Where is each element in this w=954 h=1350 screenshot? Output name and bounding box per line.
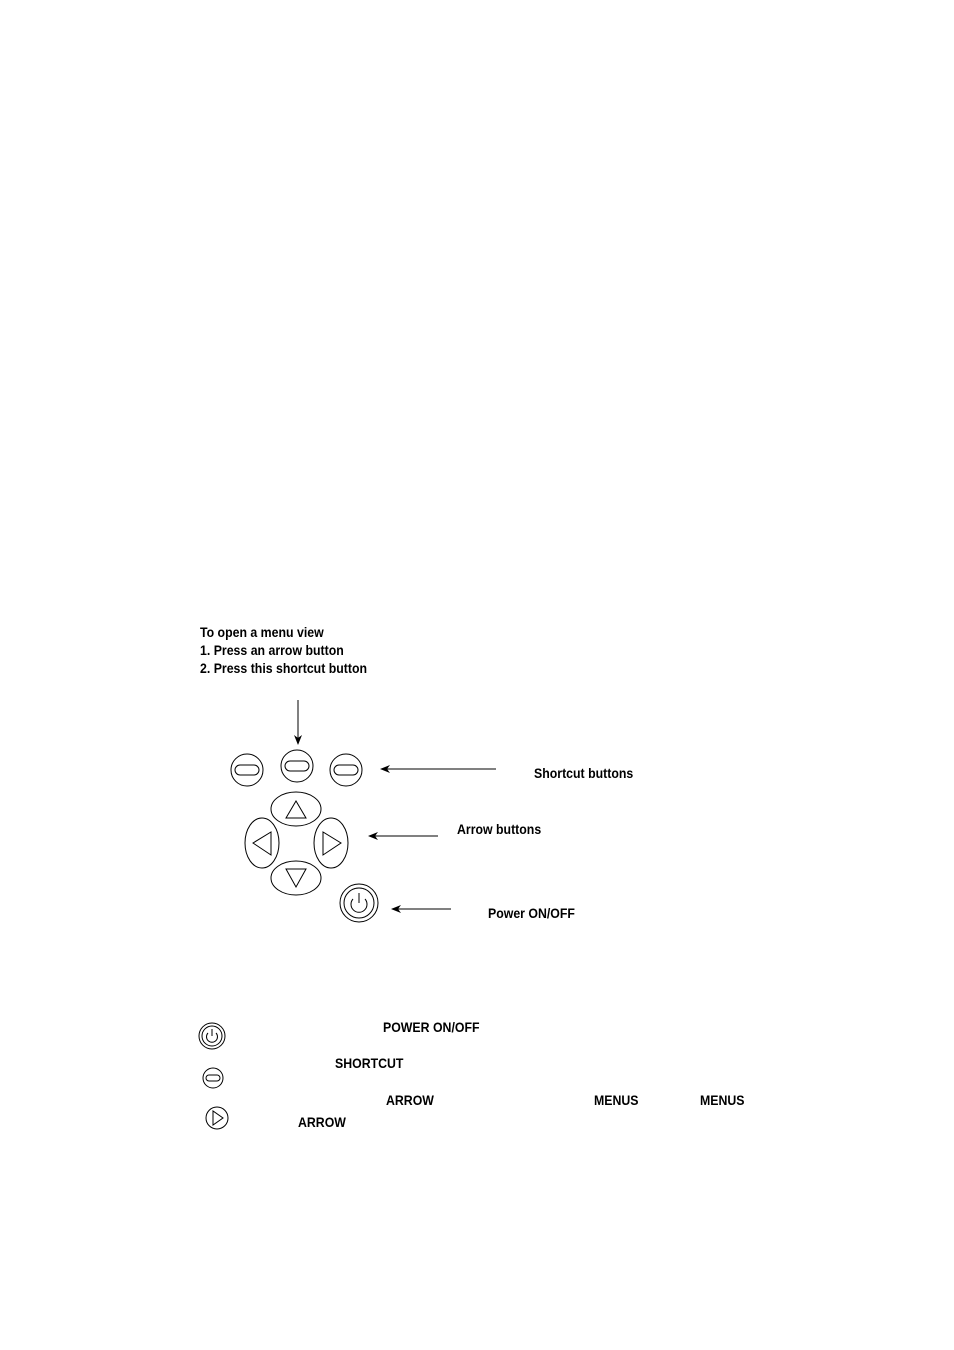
legend-arrow-term-2: ARROW (298, 1114, 346, 1130)
shortcut-button-middle (281, 750, 313, 782)
shortcut-icon (200, 1066, 226, 1090)
shortcut-button-left (231, 754, 263, 786)
legend-shortcut-term: SHORTCUT (335, 1055, 404, 1071)
arrow-right-icon (204, 1105, 230, 1131)
power-button (340, 884, 378, 922)
legend-power-term: POWER ON/OFF (383, 1019, 480, 1035)
arrow-buttons-label: Arrow buttons (457, 821, 542, 837)
arrow-button-down (271, 861, 321, 895)
instruction-step-2: 2. Press this shortcut button (200, 660, 368, 676)
instruction-title: To open a menu view (200, 624, 324, 640)
arrow-button-right (314, 818, 348, 868)
shortcut-buttons-label: Shortcut buttons (534, 765, 634, 781)
instruction-step-1: 1. Press an arrow button (200, 642, 344, 658)
power-label: Power ON/OFF (488, 905, 575, 921)
shortcut-button-right (330, 754, 362, 786)
legend-arrow-term: ARROW (386, 1092, 434, 1108)
arrow-button-left (245, 818, 279, 868)
power-icon (196, 1021, 228, 1051)
legend-menus-term-2: MENUS (700, 1092, 745, 1108)
legend-menus-term-1: MENUS (594, 1092, 639, 1108)
arrow-button-up (271, 792, 321, 826)
